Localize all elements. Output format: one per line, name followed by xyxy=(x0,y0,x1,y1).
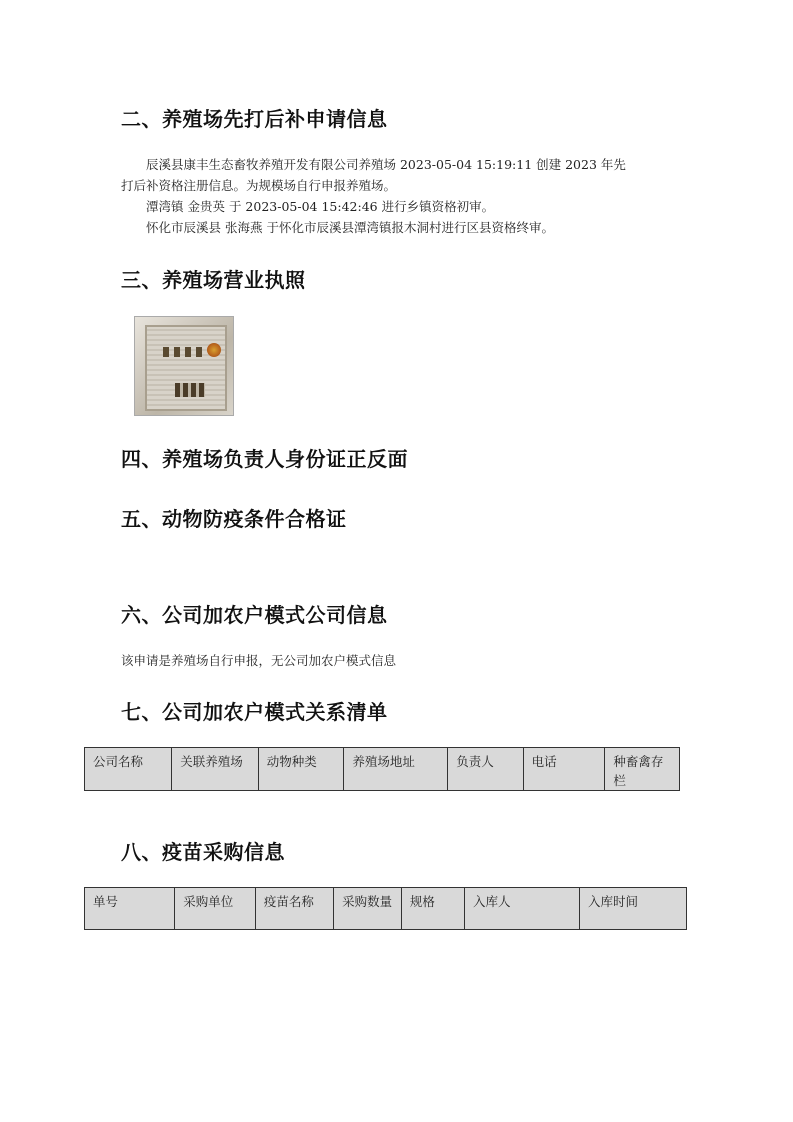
table-header-cell: 疫苗名称 xyxy=(255,888,333,930)
application-created-text-cont: 打后补资格注册信息。为规模场自行申报养殖场。 xyxy=(121,178,397,193)
town-review-text: 潭湾镇 金贵英 于 2023-05-04 15:42:46 进行乡镇资格初审。 xyxy=(146,199,495,214)
section-title-relation-list: 七、公司加农户模式关系清单 xyxy=(121,700,388,724)
vaccine-purchase-table xyxy=(84,887,687,930)
application-created-text: 辰溪县康丰生态畜牧养殖开发有限公司养殖场 2023-05-04 15:19:11 创建 2023 年先 xyxy=(146,157,626,172)
table-header-cell: 采购数量 xyxy=(334,888,402,930)
section-title-company-info: 六、公司加农户模式公司信息 xyxy=(121,603,388,627)
section-title-application-info: 二、养殖场先打后补申请信息 xyxy=(121,107,388,131)
table-header-cell: 入库人 xyxy=(464,888,579,930)
table-header-cell: 采购单位 xyxy=(175,888,256,930)
table-header-cell: 养殖场地址 xyxy=(344,748,448,791)
business-license-image xyxy=(134,316,234,416)
table-header-cell: 规格 xyxy=(401,888,464,930)
section-title-vaccine-purchase: 八、疫苗采购信息 xyxy=(121,840,285,864)
table-header-cell: 动物种类 xyxy=(258,748,344,791)
relation-list-table xyxy=(84,747,680,791)
company-info-text: 该申请是养殖场自行申报，无公司加农户模式信息 xyxy=(121,653,397,668)
table-header-row xyxy=(85,888,687,930)
section-title-epidemic-certificate: 五、动物防疫条件合格证 xyxy=(121,507,347,531)
table-header-cell: 单号 xyxy=(85,888,175,930)
section-title-business-license: 三、养殖场营业执照 xyxy=(121,268,306,292)
table-header-cell: 负责人 xyxy=(448,748,523,791)
table-header-row xyxy=(85,748,680,791)
county-review-text: 怀化市辰溪县 张海燕 于怀化市辰溪县潭湾镇报木洞村进行区县资格终审。 xyxy=(146,220,554,235)
table-header-cell: 入库时间 xyxy=(579,888,686,930)
seal-icon xyxy=(207,343,221,357)
section-title-id-card: 四、养殖场负责人身份证正反面 xyxy=(121,447,408,471)
table-header-cell: 种畜禽存栏 xyxy=(605,748,680,791)
table-header-cell: 公司名称 xyxy=(85,748,172,791)
table-header-cell: 电话 xyxy=(523,748,605,791)
table-header-cell: 关联养殖场 xyxy=(172,748,258,791)
